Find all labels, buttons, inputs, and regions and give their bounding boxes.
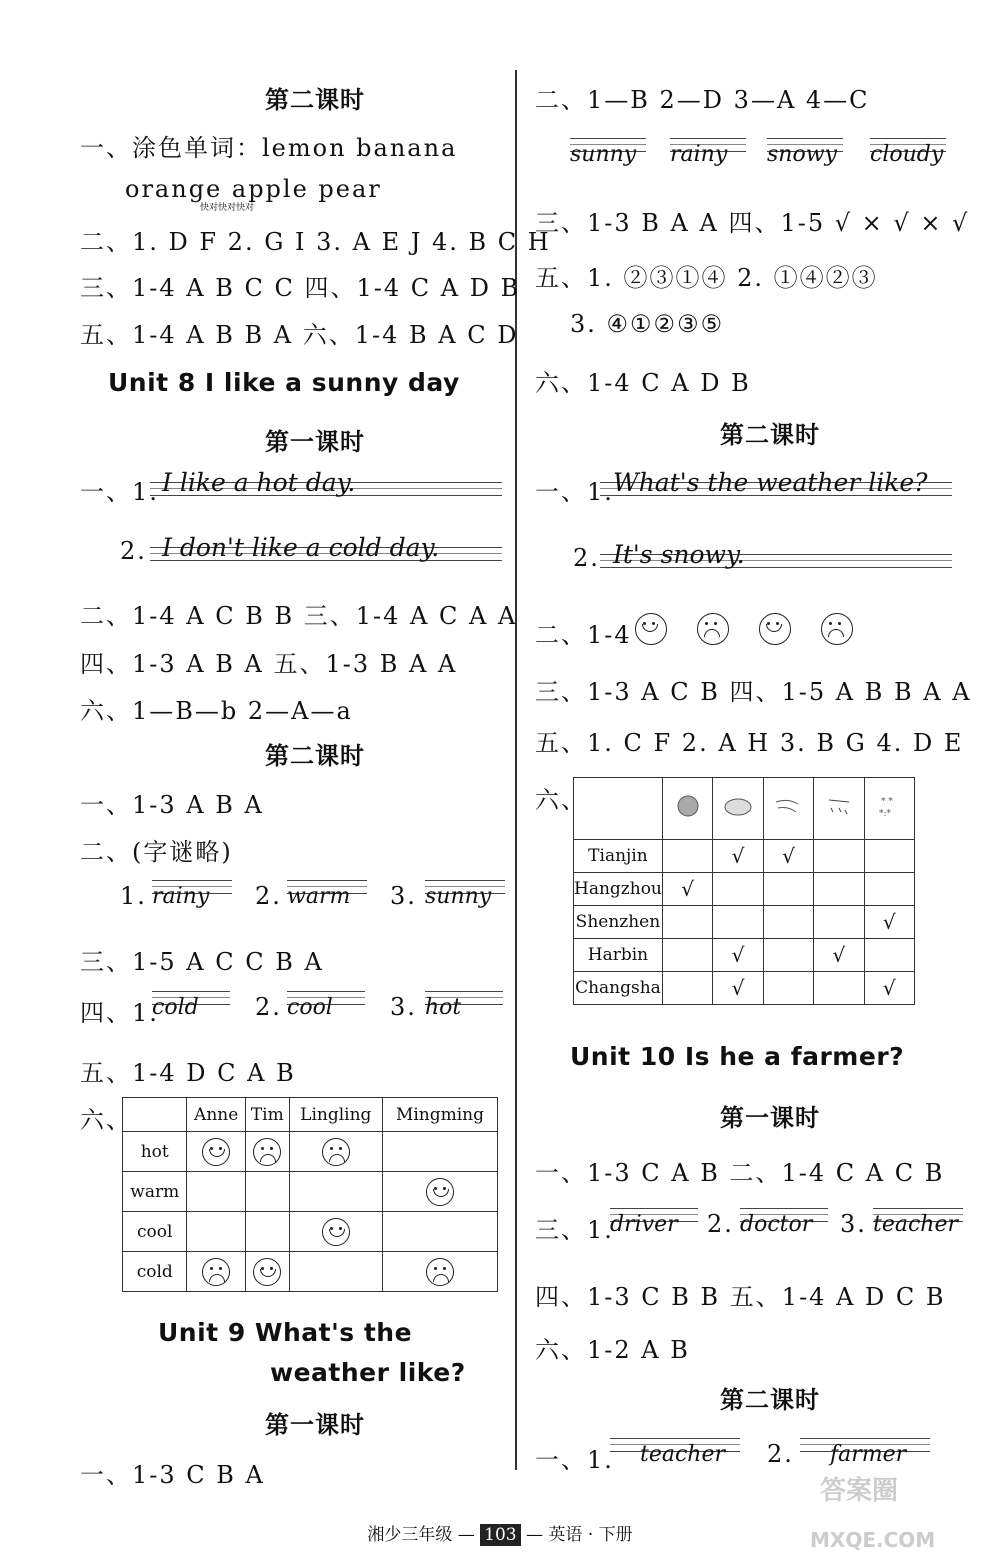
svg-text:* *: * *: [881, 797, 894, 807]
sad-face-icon: [253, 1138, 281, 1166]
handwritten-word: sunny: [570, 142, 637, 167]
answer-line: 五、1. ②③①④ 2. ①④②③: [535, 264, 878, 292]
table-cell: √: [864, 972, 914, 1005]
word-blank: [610, 1442, 740, 1467]
table-cell: [763, 873, 813, 906]
handwritten-word: farmer: [830, 1442, 907, 1467]
city-label: Changsha: [574, 972, 663, 1005]
table-cell: [289, 1212, 382, 1252]
handwritten-word: snowy: [767, 142, 837, 167]
question-number: 2.: [255, 993, 282, 1021]
table-row: [574, 840, 915, 873]
table-cell: [864, 939, 914, 972]
word-blank: [425, 995, 503, 1020]
table-cell: [662, 972, 712, 1005]
table-cell: [382, 1132, 497, 1172]
footer-prefix: 湘少三年级 —: [367, 1525, 475, 1545]
svg-text:*:*: *:*: [879, 809, 892, 819]
footer-suffix: — 英语 · 下册: [526, 1525, 633, 1545]
table-cell: [763, 939, 813, 972]
answer-line: 六、1-4 C A D B: [535, 369, 751, 397]
watermark: 答案圈: [820, 1476, 899, 1506]
table-cell: [662, 840, 712, 873]
table-row: [574, 873, 915, 906]
header-cell: [662, 778, 712, 840]
question-number: 一、1.: [535, 1446, 614, 1474]
handwritten-word: doctor: [740, 1212, 813, 1237]
table-cell: √: [713, 972, 763, 1005]
table-row: [123, 1212, 498, 1252]
answer-line: 六、1-2 A B: [535, 1336, 690, 1364]
smiley-face-icon: [759, 613, 791, 645]
cloudy-icon: [722, 807, 754, 827]
city-label: Hangzhou: [574, 873, 663, 906]
lesson-title: 第二课时: [720, 420, 820, 449]
answer-line: 二、1—B 2—D 3—A 4—C: [535, 86, 870, 114]
answer-line: 五、1-4 D C A B: [80, 1059, 296, 1087]
handwritten-answer: I don't like a cold day.: [162, 533, 440, 562]
handwritten-word: teacher: [640, 1442, 726, 1467]
handwritten-word: cloudy: [870, 142, 944, 167]
answer-line: 二、(字谜略): [80, 838, 233, 866]
city-label: Tianjin: [574, 840, 663, 873]
city-weather-table: [573, 777, 915, 1005]
sad-face-icon: [426, 1258, 454, 1286]
word-blank: [740, 1212, 828, 1237]
word-blank: [610, 1212, 698, 1237]
windy-icon: [772, 807, 804, 827]
unit-title: Unit 10 Is he a farmer?: [570, 1042, 905, 1071]
answer-line: 3. ④①②③⑤: [570, 310, 725, 338]
unit-title: Unit 8 I like a sunny day: [108, 368, 460, 397]
table-cell: [289, 1172, 382, 1212]
handwritten-word: cool: [287, 995, 333, 1020]
handwritten-word: rainy: [152, 884, 210, 909]
table-header: Anne: [187, 1098, 245, 1132]
table-cell: [662, 906, 712, 939]
table-cell: [814, 972, 864, 1005]
unit-title: Unit 9 What's the: [158, 1318, 413, 1347]
answer-line: 四、1-3 A B A 五、1-3 B A A: [80, 650, 458, 678]
table-row: [123, 1132, 498, 1172]
word-blank: [670, 142, 746, 167]
answer-line: 二、1-4: [535, 621, 632, 649]
table-header: [123, 1098, 187, 1132]
answer-line: 一、涂色单词：lemon banana: [80, 134, 458, 162]
table-cell: [245, 1172, 289, 1212]
table-cell: √: [864, 906, 914, 939]
answer-line: 五、1-4 A B B A 六、1-4 B A C D: [80, 321, 519, 349]
word-blank: [870, 142, 946, 167]
handwritten-word: teacher: [873, 1212, 959, 1237]
question-number: 2.: [120, 537, 147, 565]
answer-line: 四、1-3 C B B 五、1-4 A D C B: [535, 1283, 946, 1311]
answer-line: 三、1-3 B A A 四、1-5 √ × √ × √: [535, 209, 970, 237]
table-cell: [864, 873, 914, 906]
answer-line: 六、1—B—b 2—A—a: [80, 697, 353, 725]
answer-line: 一、1-3 C A B 二、1-4 C A C B: [535, 1159, 945, 1187]
table-cell: [187, 1252, 245, 1292]
word-blank: [425, 884, 505, 909]
lesson-title: 第一课时: [265, 1410, 365, 1439]
question-number: 3.: [840, 1210, 867, 1238]
snowy-icon: [873, 797, 905, 827]
table-cell: √: [713, 939, 763, 972]
answer-line: 五、1. C F 2. A H 3. B G 4. D E: [535, 729, 964, 757]
weather-feelings-table: [122, 1097, 498, 1292]
table-cell: [289, 1252, 382, 1292]
handwritten-word: rainy: [670, 142, 728, 167]
handwritten-answer: What's the weather like?: [613, 468, 928, 497]
table-header: Mingming: [382, 1098, 497, 1132]
question-number: 一、1.: [535, 478, 614, 506]
table-header: Tim: [245, 1098, 289, 1132]
header-cell: [814, 778, 864, 840]
table-cell: √: [763, 840, 813, 873]
smiley-face-icon: [426, 1178, 454, 1206]
table-row: [123, 1252, 498, 1292]
smiley-face-icon: [253, 1258, 281, 1286]
header-cell: [713, 778, 763, 840]
word-blank: [287, 884, 367, 909]
answer-line: 三、1-4 A B C C 四、1-4 C A D B: [80, 274, 521, 302]
city-label: Shenzhen: [574, 906, 663, 939]
table-corner: [574, 778, 663, 840]
table-cell: √: [713, 840, 763, 873]
smiley-face-icon: [322, 1218, 350, 1246]
word-blank: [152, 995, 230, 1020]
header-cell: [763, 778, 813, 840]
word-blank: [570, 142, 646, 167]
table-cell: [187, 1132, 245, 1172]
rainy-icon: [823, 807, 855, 827]
answer-line: 二、1. D F 2. G I 3. A E J 4. B C H: [80, 228, 551, 256]
row-label: hot: [123, 1132, 187, 1172]
lesson-title: 第二课时: [265, 741, 365, 770]
table-cell: [245, 1132, 289, 1172]
table-cell: [814, 906, 864, 939]
question-number: 2.: [707, 1210, 734, 1238]
faces-row: [635, 613, 883, 645]
handwritten-word: warm: [287, 884, 351, 909]
lesson-title: 第一课时: [265, 427, 365, 456]
table-cell: [382, 1172, 497, 1212]
row-label: cool: [123, 1212, 187, 1252]
answer-line: 六、: [535, 786, 587, 814]
table-cell: √: [662, 873, 712, 906]
word-blank: [287, 995, 365, 1020]
question-number: 1.: [120, 882, 147, 910]
answer-line: 六、: [80, 1106, 132, 1134]
sad-face-icon: [697, 613, 729, 645]
handwritten-word: cold: [152, 995, 199, 1020]
question-number: 一、1.: [80, 478, 159, 506]
lesson-title: 第二课时: [265, 85, 365, 114]
answer-line: 三、1-5 A C C B A: [80, 948, 324, 976]
table-cell: [814, 840, 864, 873]
table-row: [574, 906, 915, 939]
city-label: Harbin: [574, 939, 663, 972]
table-cell: [187, 1172, 245, 1212]
handwritten-note: 快对快对快对: [200, 203, 255, 213]
row-label: cold: [123, 1252, 187, 1292]
answer-line: 一、1-3 C B A: [80, 1461, 265, 1489]
table-cell: [187, 1212, 245, 1252]
lesson-title: 第一课时: [720, 1103, 820, 1132]
table-cell: √: [814, 939, 864, 972]
unit-title: weather like?: [270, 1358, 466, 1387]
word-blank: [800, 1442, 930, 1467]
word-blank: [152, 884, 232, 909]
answer-line: 三、1-3 A C B 四、1-5 A B B A A: [535, 678, 972, 706]
question-number: 2.: [255, 882, 282, 910]
table-cell: [763, 972, 813, 1005]
handwritten-answer: I like a hot day.: [162, 468, 356, 497]
table-cell: [289, 1132, 382, 1172]
handwritten-word: sunny: [425, 884, 492, 909]
header-cell: [864, 778, 914, 840]
question-number: 四、1.: [80, 999, 159, 1027]
table-cell: [814, 873, 864, 906]
table-cell: [713, 906, 763, 939]
table-cell: [245, 1212, 289, 1252]
table-row: [574, 972, 915, 1005]
handwritten-word: driver: [610, 1212, 678, 1237]
question-number: 2.: [573, 544, 600, 572]
sunny-icon: [672, 807, 704, 827]
table-cell: [864, 840, 914, 873]
word-blank: [873, 1212, 963, 1237]
handwritten-word: hot: [425, 995, 462, 1020]
table-cell: [245, 1252, 289, 1292]
table-cell: [382, 1252, 497, 1292]
answer-line: 二、1-4 A C B B 三、1-4 A C A A: [80, 602, 518, 630]
row-label: warm: [123, 1172, 187, 1212]
page-number: 103: [480, 1524, 520, 1546]
lesson-title: 第二课时: [720, 1385, 820, 1414]
table-row: [123, 1172, 498, 1212]
answer-line: 一、1-3 A B A: [80, 791, 264, 819]
question-number: 2.: [767, 1440, 794, 1468]
question-number: 3.: [390, 882, 417, 910]
handwritten-answer: It's snowy.: [613, 540, 745, 569]
answer-line: orange apple pear: [125, 175, 382, 203]
word-blank: [767, 142, 843, 167]
watermark-url: MXQE.COM: [810, 1528, 936, 1552]
sad-face-icon: [202, 1258, 230, 1286]
smiley-face-icon: [202, 1138, 230, 1166]
sad-face-icon: [322, 1138, 350, 1166]
table-header: Lingling: [289, 1098, 382, 1132]
question-number: 3.: [390, 993, 417, 1021]
table-cell: [382, 1212, 497, 1252]
question-number: 三、1.: [535, 1216, 614, 1244]
table-cell: [713, 873, 763, 906]
smiley-face-icon: [635, 613, 667, 645]
table-cell: [662, 939, 712, 972]
table-cell: [763, 906, 813, 939]
table-row: [574, 939, 915, 972]
sad-face-icon: [821, 613, 853, 645]
